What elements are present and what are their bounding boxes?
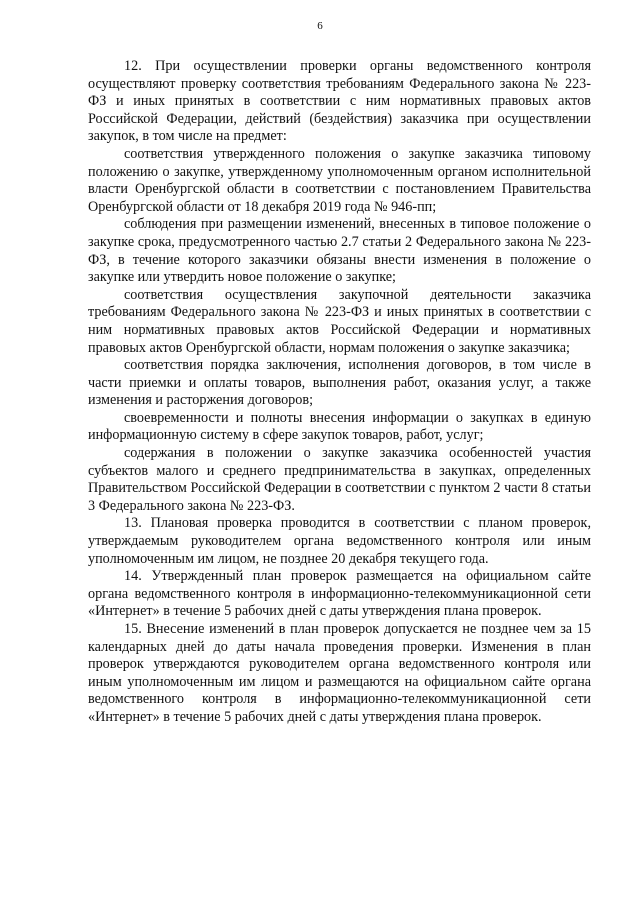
paragraph-item-procurement-compliance: соответствия осуществления закупочной деятельности заказчика требованиям Федерального закона № 223-ФЗ и иных принятых в соответствии с ним нормативных правовых актов Российской Федерации и нормативных правовых актов Оренбургской области, нормам положения о закупке заказчика; <box>88 286 591 356</box>
paragraph-item-deadline-compliance: соблюдения при размещении изменений, внесенных в типовое положение о закупке срока, предусмотренного частью 2.7 статьи 2 Федерального закона № 223-ФЗ, в течение которого заказчики обязаны внести изменения в положение о закупке или утвердить новое положение о закупке; <box>88 216 591 286</box>
paragraph-14: 14. Утвержденный план проверок размещается на официальном сайте органа ведомственного контроля в информационно-телекоммуникационной сети «Интернет» в течение 5 рабочих дней с даты утверждения плана проверок. <box>88 568 591 620</box>
paragraph-13: 13. Плановая проверка проводится в соответствии с планом проверок, утверждаемым руководителем органа ведомственного контроля или иным уполномоченным им лицом, не позднее 20 декабря текущего года. <box>88 515 591 567</box>
paragraph-item-contract-procedure: соответствия порядка заключения, исполнения договоров, в том числе в части приемки и оплаты товаров, выполнения работ, оказания услуг, а также изменения и расторжения договоров; <box>88 357 591 409</box>
page-number: 6 <box>317 20 323 32</box>
paragraph-item-position-compliance: соответствия утвержденного положения о закупке заказчика типовому положению о закупке, утвержденному уполномоченным органом исполнительной власти Оренбургской области в соответствии с постановлением Правительства Оренбургской области от 18 декабря 2019 года № 946-пп; <box>88 145 591 215</box>
paragraph-15: 15. Внесение изменений в план проверок допускается не позднее чем за 15 календарных дней до даты начала проведения проверки. Изменения в план проверок утверждаются руководителем органа ведомственного контроля или иным уполномоченным им лицом и размещаются на официальном сайте органа ведомственного контроля в информационно-телекоммуникационной сети «Интернет» в течение 5 рабочих дней с даты утверждения плана проверок. <box>88 621 591 725</box>
paragraph-12: 12. При осуществлении проверки органы ведомственного контроля осуществляют проверку соответствия требованиям Федерального закона № 223-ФЗ и иных принятых в соответствии с ним нормативных правовых актов Российской Федерации, действий (бездействия) заказчика при осуществлении закупок, в том числе на предмет: <box>88 58 591 145</box>
paragraph-item-information-timeliness: своевременности и полноты внесения информации о закупках в единую информационную систему в сфере закупок товаров, работ, услуг; <box>88 409 591 444</box>
document-body <box>88 58 591 727</box>
paragraph-item-small-business: содержания в положении о закупке заказчика особенностей участия субъектов малого и среднего предпринимательства в закупках, определенных Правительством Российской Федерации в соответствии с пунктом 2 части 8 статьи 3 Федерального закона № 223-ФЗ. <box>88 445 591 514</box>
